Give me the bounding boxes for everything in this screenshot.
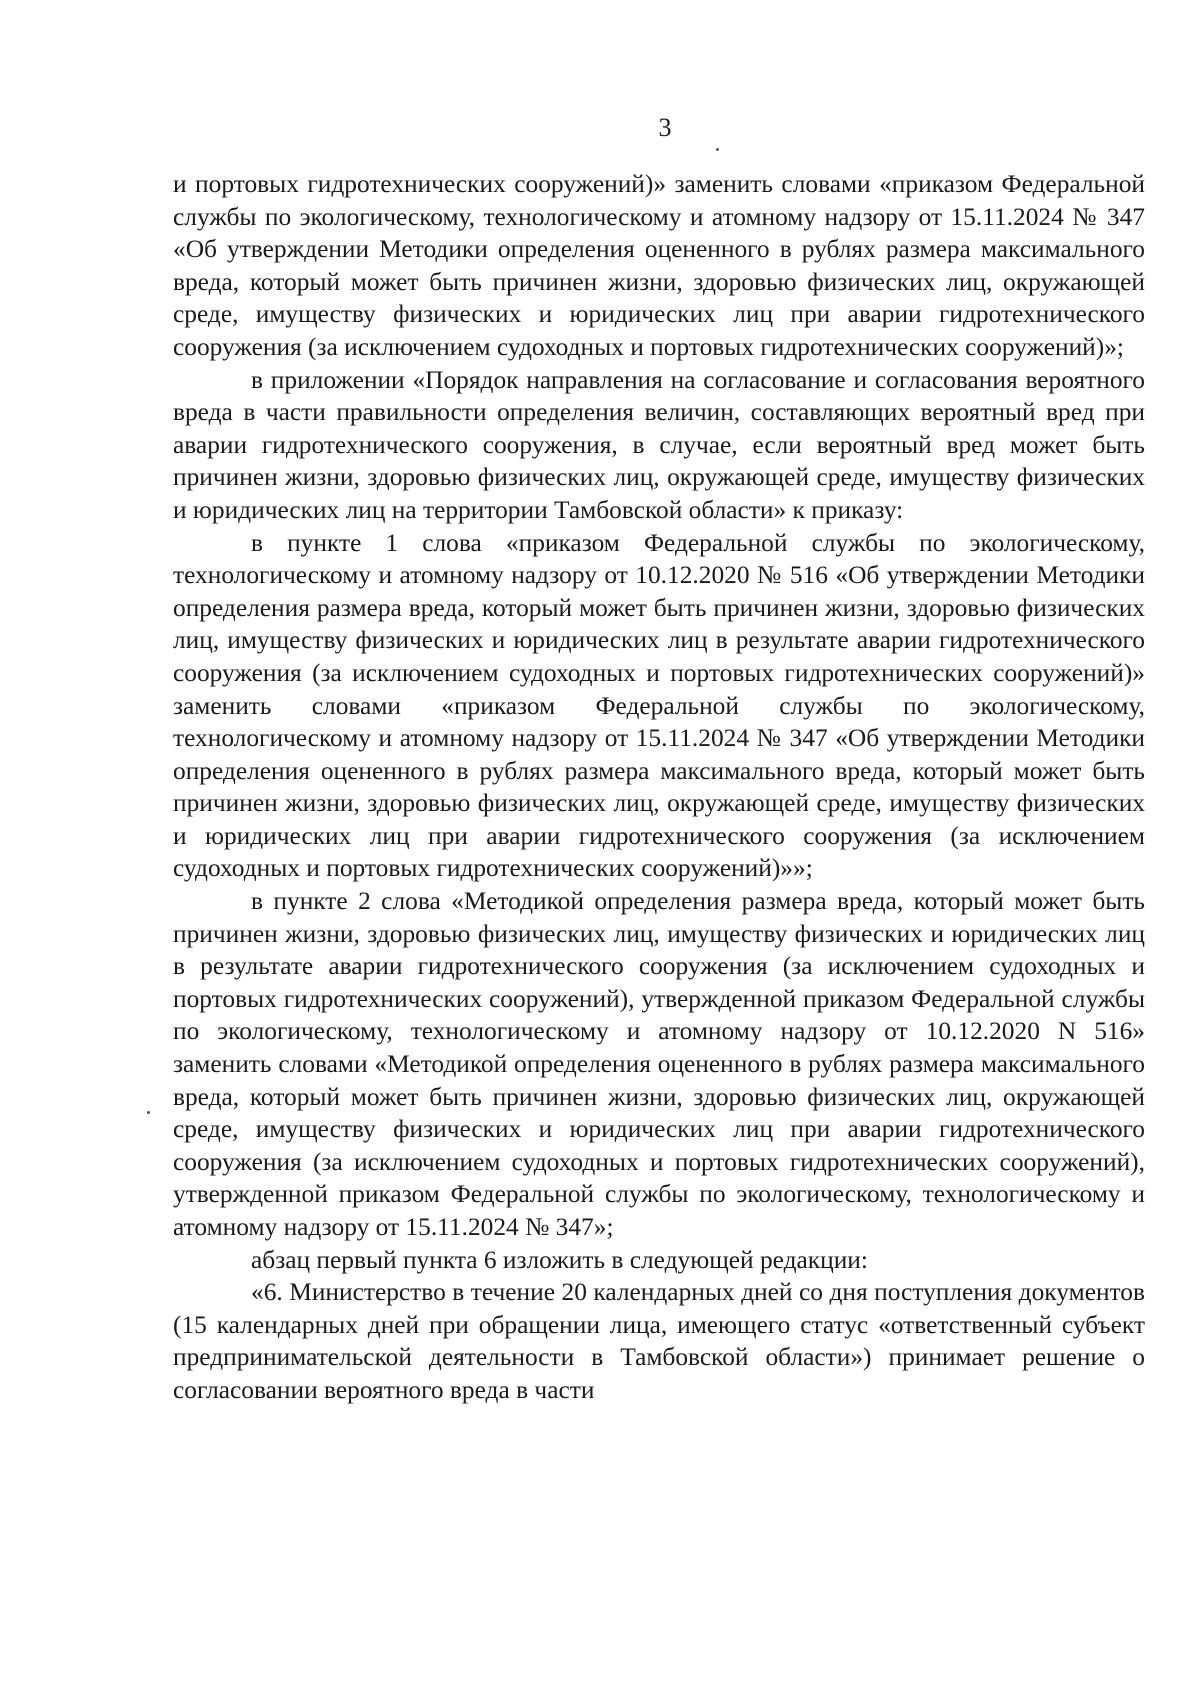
paragraph: в приложении «Порядок направления на согласование и согласования вероятного вреда в части правильности определения величин, составляющих вероятный вред при аварии гидротехнического сооружения, в случае, если вероятный вред может быть причинен жизни, здоровью физических лиц, окружающей среде, имуществу физических и юридических лиц на территории Тамбовской области» к приказу: [173, 365, 1145, 524]
scan-speck-mark [716, 148, 719, 151]
page-number: 3 [658, 113, 672, 142]
paragraph: и портовых гидротехнических сооружений)» заменить словами «приказом Федеральной службы по экологическому, технологическому и атомному надзору от 15.11.2024 № 347 «Об утверждении Методики определения оцененного в рублях размера максимального вреда, который может быть причинен жизни, здоровью физических лиц, окружающей среде, имуществу физических и юридических лиц при аварии гидротехнического сооружения (за исключением судоходных и портовых гидротехнических сооружений)»; [173, 170, 1145, 361]
paragraph: в пункте 2 слова «Методикой определения размера вреда, который может быть причинен жизни, здоровью физических лиц, имуществу физических и юридических лиц в результате аварии гидротехнического сооружения (за исключением судоходных и портовых гидротехнических сооружений), утвержденной приказом Федеральной службы по экологическому, технологическому и атомному надзору от 10.12.2020 N 516» заменить словами «Методикой определения оцененного в рублях размера максимального вреда, который может быть причинен жизни, здоровью физических лиц, окружающей среде, имуществу физических и юридических лиц при аварии гидротехнического сооружения (за исключением судоходных и портовых гидротехнических сооружений), утвержденной приказом Федеральной службы по экологическому, технологическому и атомному надзору от 15.11.2024 № 347»; [173, 887, 1145, 1241]
paragraph: абзац первый пункта 6 изложить в следующей редакции: [251, 1245, 868, 1274]
scan-speck-mark [147, 1111, 150, 1114]
paragraph: «6. Министерство в течение 20 календарных дней со дня поступления документов (15 календарных дней при обращении лица, имеющего статус «ответственный субъект предпринимательской деятельности в Тамбовской области») принимает решение о согласовании вероятного вреда в части [173, 1278, 1145, 1404]
document-body [173, 168, 1145, 1407]
paragraph: в пункте 1 слова «приказом Федеральной службы по экологическому, технологическому и атомному надзору от 10.12.2020 № 516 «Об утверждении Методики определения размера вреда, который может быть причинен жизни, здоровью физических лиц, имуществу физических и юридических лиц в результате аварии гидротехнического сооружения (за исключением судоходных и портовых гидротехнических сооружений)» заменить словами «приказом Федеральной службы по экологическому, технологическому и атомному надзору от 15.11.2024 № 347 «Об утверждении Методики определения оцененного в рублях размера максимального вреда, который может быть причинен жизни, здоровью физических лиц, окружающей среде, имуществу физических и юридических лиц при аварии гидротехнического сооружения (за исключением судоходных и портовых гидротехнических сооружений)»»; [173, 528, 1145, 883]
